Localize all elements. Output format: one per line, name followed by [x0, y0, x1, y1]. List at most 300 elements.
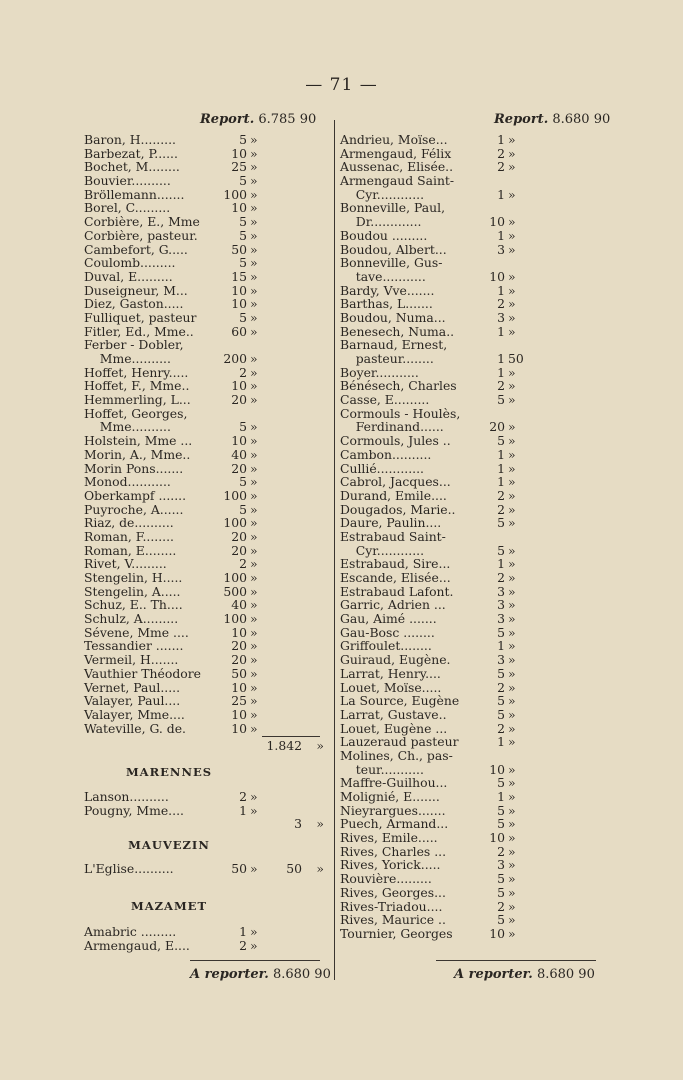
donor-name: Roman, E........	[84, 542, 177, 558]
ledger-row	[340, 284, 590, 298]
right-report-label: Report.	[494, 112, 549, 127]
ledger-row	[84, 804, 329, 818]
donation-cents: »	[250, 924, 258, 939]
donation-cents: »	[508, 898, 516, 914]
donor-name: Ferber - Dobler,	[84, 337, 184, 353]
donor-name: Hemmerling, L...	[84, 392, 191, 408]
donor-name: Barthas, L.......	[340, 296, 433, 312]
donor-name: Estrabaud, Sire...	[340, 556, 451, 572]
donation-cents: »	[250, 241, 258, 257]
donation-amount: 2	[239, 556, 247, 572]
donation-amount: 1	[497, 446, 505, 462]
subtotal-1	[262, 739, 332, 753]
donor-name: Daure, Paulin....	[340, 515, 442, 531]
donor-name: Hoffet, Henry.....	[84, 364, 189, 380]
donor-name: Guiraud, Eugène.	[340, 652, 451, 668]
ledger-row	[84, 284, 329, 298]
donor-name: Cyr............	[340, 542, 425, 558]
donation-cents: »	[250, 460, 258, 476]
donor-name: Baron, H.........	[84, 132, 176, 147]
ledger-row	[340, 434, 590, 448]
donation-amount: 20	[231, 460, 247, 476]
donation-amount: 100	[223, 487, 247, 503]
ledger-row	[340, 133, 590, 147]
donation-amount: 10	[489, 268, 505, 284]
ledger-row	[340, 639, 590, 653]
ledger-row	[340, 229, 590, 243]
donor-name: Griffoulet........	[340, 638, 432, 654]
donor-name: Puech, Armand...	[340, 816, 449, 832]
donation-cents: »	[508, 296, 516, 312]
donation-cents: »	[508, 501, 516, 517]
donation-amount: 3	[497, 309, 505, 325]
donation-cents: 50	[508, 351, 524, 366]
ledger-row	[84, 598, 329, 612]
donation-amount: 2	[497, 296, 505, 312]
donation-cents: »	[508, 638, 516, 654]
donor-name: Cormouls, Jules ..	[340, 433, 451, 449]
donation-cents: »	[250, 227, 258, 243]
donation-amount: 10	[231, 433, 247, 449]
ledger-row	[84, 393, 329, 407]
donor-name: Holstein, Mme ...	[84, 433, 193, 449]
donation-cents: »	[508, 912, 516, 928]
donation-cents: »	[250, 665, 258, 681]
donation-amount: 1	[497, 734, 505, 750]
donation-cents: »	[508, 789, 516, 804]
ledger-row	[340, 188, 590, 202]
donation-cents: »	[508, 583, 516, 599]
donation-amount: 3	[497, 583, 505, 599]
donation-cents: »	[508, 186, 516, 202]
donation-cents: »	[508, 419, 516, 435]
donor-name: Tessandier .......	[84, 638, 184, 654]
ledger-row	[340, 366, 590, 380]
ledger-row	[340, 557, 590, 571]
ledger-row	[84, 243, 329, 257]
ledger-row	[84, 557, 329, 571]
donation-cents: »	[250, 583, 258, 599]
donation-cents: »	[508, 857, 516, 873]
donor-name: Monod...........	[84, 474, 171, 490]
donation-cents: »	[250, 378, 258, 394]
ledger-row	[340, 598, 590, 612]
donation-amount: 5	[497, 433, 505, 449]
ledger-row	[340, 872, 590, 886]
donor-name: Dr.............	[340, 214, 422, 230]
left-footer-label: A reporter.	[190, 967, 269, 982]
ledger-row	[84, 790, 329, 804]
donation-amount: 5	[239, 173, 247, 189]
donation-cents: »	[250, 214, 258, 230]
ledger-row	[340, 420, 590, 434]
donor-name: pasteur........	[340, 351, 434, 366]
donation-cents: »	[250, 693, 258, 709]
donation-cents: »	[508, 652, 516, 668]
donor-name: Lauzeraud pasteur	[340, 734, 459, 750]
donor-name: Stengelin, H.....	[84, 570, 183, 585]
donor-name: Coulomb.........	[84, 255, 176, 271]
donation-cents: »	[250, 652, 258, 668]
donor-name: Rives-Triadou....	[340, 898, 443, 914]
donation-amount: 20	[489, 419, 505, 435]
ledger-row	[84, 667, 329, 681]
donation-amount: 200	[223, 351, 247, 366]
donor-name: Wateville, G. de.	[84, 720, 186, 736]
donor-name: Bouvier..........	[84, 173, 171, 189]
donor-name: Stengelin, A.....	[84, 583, 181, 599]
donation-amount: 5	[497, 542, 505, 558]
donation-amount: 2	[239, 789, 247, 804]
ledger-row	[340, 653, 590, 667]
donation-amount: 5	[239, 474, 247, 490]
ledger-row	[84, 681, 329, 695]
donation-cents: »	[508, 282, 516, 298]
donation-amount: 5	[497, 515, 505, 531]
donation-cents: »	[508, 487, 516, 503]
donation-cents: »	[508, 474, 516, 490]
left-entry-list	[84, 133, 329, 735]
ledger-row	[340, 297, 590, 311]
donation-amount: 1	[239, 802, 247, 818]
donor-name: Durand, Emile....	[340, 487, 447, 503]
ledger-row	[340, 503, 590, 517]
donation-amount: 2	[497, 159, 505, 175]
ledger-row	[84, 420, 329, 434]
donation-amount: 2	[497, 720, 505, 736]
donation-amount: 1	[497, 186, 505, 202]
ledger-row	[84, 201, 329, 215]
donor-name: Valayer, Mme....	[84, 706, 185, 722]
donation-amount: 25	[231, 159, 247, 175]
donation-cents: »	[508, 665, 516, 681]
ledger-row	[84, 147, 329, 161]
right-footer-value: 8.680 90	[536, 967, 595, 982]
donation-amount: 1	[497, 556, 505, 572]
donation-cents: »	[508, 816, 516, 832]
donation-cents: »	[508, 460, 516, 476]
donation-cents: »	[508, 392, 516, 408]
mauvezin-subtotal-unit: »	[316, 861, 324, 876]
donation-amount: 40	[231, 446, 247, 462]
ledger-row	[84, 612, 329, 626]
donor-name: Armengaud, Félix	[340, 145, 452, 161]
donation-amount: 40	[231, 597, 247, 613]
donation-amount: 3	[497, 652, 505, 668]
donation-cents: »	[508, 871, 516, 887]
donation-amount: 10	[489, 830, 505, 846]
donation-amount: 50	[231, 665, 247, 681]
left-report-label: Report.	[200, 112, 255, 127]
ledger-row	[84, 160, 329, 174]
donation-amount: 5	[497, 871, 505, 887]
ledger-row	[340, 571, 590, 585]
donor-name: Hoffet, F., Mme..	[84, 378, 190, 394]
donation-cents: »	[250, 173, 258, 189]
donation-cents: »	[250, 487, 258, 503]
donation-amount: 10	[231, 200, 247, 216]
donor-name: Estrabaud Lafont.	[340, 583, 454, 599]
ledger-row	[340, 338, 590, 352]
donation-amount: 1	[497, 474, 505, 490]
mazamet-entry-list	[84, 925, 329, 952]
donor-name: Borel, C.........	[84, 200, 171, 216]
donor-name: Boudou .........	[340, 227, 428, 243]
donation-cents: »	[508, 597, 516, 613]
donation-amount: 1	[497, 323, 505, 339]
donation-cents: »	[508, 241, 516, 257]
ledger-row	[340, 763, 590, 777]
donation-cents: »	[508, 775, 516, 791]
donation-amount: 10	[489, 925, 505, 941]
ledger-row	[84, 462, 329, 476]
marennes-entry-list	[84, 790, 329, 817]
donation-cents: »	[508, 843, 516, 859]
ledger-row	[84, 626, 329, 640]
donation-cents: »	[250, 638, 258, 654]
donation-amount: 10	[489, 214, 505, 230]
donor-name: Riaz, de..........	[84, 515, 174, 531]
donation-amount: 2	[497, 843, 505, 859]
subtotal-rule	[262, 736, 320, 737]
ledger-row	[84, 489, 329, 503]
donor-name: Morin Pons.......	[84, 460, 184, 476]
ledger-row	[340, 886, 590, 900]
donor-name: Mme..........	[84, 419, 171, 435]
marennes-subtotal-unit: »	[316, 816, 324, 831]
ledger-row	[84, 475, 329, 489]
donor-name: Cabrol, Jacques...	[340, 474, 451, 490]
donation-cents: »	[508, 364, 516, 380]
ledger-row	[340, 489, 590, 503]
donor-name: Pougny, Mme....	[84, 802, 184, 818]
donation-cents: »	[250, 392, 258, 408]
ledger-row	[84, 434, 329, 448]
donation-cents: »	[508, 720, 516, 736]
ledger-row	[340, 913, 590, 927]
donation-amount: 5	[239, 419, 247, 435]
ledger-row	[84, 256, 329, 270]
subtotal-1-value: 1.842	[266, 738, 302, 753]
ledger-row	[84, 338, 329, 352]
donation-amount: 100	[223, 570, 247, 585]
ledger-row	[84, 407, 329, 421]
donation-amount: 2	[497, 898, 505, 914]
donation-cents: »	[250, 200, 258, 216]
donor-name: Puyroche, A......	[84, 501, 184, 517]
donation-cents: »	[508, 925, 516, 941]
donor-name: Maffre-Guilhou...	[340, 775, 448, 791]
donation-amount: 1	[497, 227, 505, 243]
left-report-line	[200, 112, 316, 127]
donation-amount: 25	[231, 693, 247, 709]
donor-name: Duval, E.........	[84, 268, 173, 284]
ledger-row	[340, 804, 590, 818]
donor-name: Bonneville, Paul,	[340, 200, 446, 216]
donation-amount: 1	[497, 351, 505, 366]
donor-name: tave...........	[340, 268, 426, 284]
donor-name: Roman, F........	[84, 528, 174, 544]
ledger-row	[84, 174, 329, 188]
donor-name: Larrat, Gustave..	[340, 706, 447, 722]
donation-cents: »	[250, 255, 258, 271]
donation-amount: 5	[497, 392, 505, 408]
donation-amount: 1	[497, 132, 505, 147]
donation-cents: »	[508, 542, 516, 558]
donor-name: Armengaud, E....	[84, 937, 190, 953]
donor-name: Tournier, Georges	[340, 925, 453, 941]
donor-name: Vernet, Paul.....	[84, 679, 181, 695]
donor-name: Garric, Adrien ...	[340, 597, 446, 613]
donor-name: Bröllemann.......	[84, 186, 185, 202]
donation-amount: 10	[231, 679, 247, 695]
donor-name: Rivet, V.........	[84, 556, 167, 572]
donor-name: Boyer...........	[340, 364, 419, 380]
donation-amount: 5	[239, 255, 247, 271]
ledger-row	[84, 503, 329, 517]
donor-name: Louet, Moïse.....	[340, 679, 442, 695]
donor-name: Cambefort, G.....	[84, 241, 188, 257]
donation-amount: 5	[497, 665, 505, 681]
donor-name: Corbière, pasteur.	[84, 227, 198, 243]
donor-name: Escande, Elisée...	[340, 570, 451, 585]
right-footer-label: A reporter.	[454, 967, 533, 982]
donation-amount: 100	[223, 611, 247, 627]
donation-amount: 2	[497, 679, 505, 695]
ledger-row	[84, 352, 329, 366]
ledger-row	[84, 229, 329, 243]
ledger-row	[340, 325, 590, 339]
donation-amount: 10	[231, 378, 247, 394]
donation-amount: 500	[223, 583, 247, 599]
ledger-row	[340, 626, 590, 640]
ledger-row	[340, 900, 590, 914]
donation-amount: 1	[497, 460, 505, 476]
ledger-row	[340, 845, 590, 859]
right-footer-rule	[436, 960, 596, 961]
donor-name: Armengaud Saint-	[340, 173, 455, 189]
ledger-row	[340, 174, 590, 188]
ledger-row	[340, 749, 590, 763]
ledger-row	[340, 585, 590, 599]
donor-name: Morin, A., Mme..	[84, 446, 191, 462]
ledger-row	[84, 925, 329, 939]
ledger-row	[84, 516, 329, 530]
ledger-row	[84, 270, 329, 284]
donation-amount: 20	[231, 392, 247, 408]
donor-name: Lanson..........	[84, 789, 169, 804]
donation-cents: »	[508, 679, 516, 695]
donor-name: Valayer, Paul....	[84, 693, 181, 709]
donor-name: Casse, E.........	[340, 392, 430, 408]
ledger-row	[340, 530, 590, 544]
ledger-row	[84, 448, 329, 462]
donation-amount: 15	[231, 268, 247, 284]
donor-name: L'Eglise..........	[84, 861, 174, 876]
page-number: — 71 —	[305, 75, 378, 95]
ledger-row	[340, 270, 590, 284]
donor-name: Rives, Georges...	[340, 884, 446, 900]
donation-cents: »	[508, 693, 516, 709]
section-title-marennes: MARENNES	[125, 765, 213, 779]
ledger-row	[84, 585, 329, 599]
donation-amount: 1	[239, 924, 247, 939]
donor-name: Vermeil, H.......	[84, 652, 179, 668]
donor-name: Amabric .........	[84, 924, 177, 939]
section-title-mazamet: MAZAMET	[130, 899, 208, 913]
donor-name: Vauthier Théodore	[84, 665, 201, 681]
ledger-row	[84, 188, 329, 202]
ledger-row	[340, 393, 590, 407]
donation-cents: »	[508, 706, 516, 722]
right-report-line	[494, 112, 610, 127]
donor-name: Fitler, Ed., Mme..	[84, 323, 194, 339]
ledger-row	[340, 790, 590, 804]
donation-amount: 5	[239, 214, 247, 230]
donation-amount: 5	[239, 132, 247, 147]
ledger-row	[84, 722, 329, 736]
donation-amount: 1	[497, 282, 505, 298]
donation-cents: »	[508, 570, 516, 585]
ledger-row	[340, 243, 590, 257]
donor-name: Cormouls - Houlès,	[340, 405, 461, 421]
ledger-row	[84, 530, 329, 544]
donation-amount: 20	[231, 638, 247, 654]
donation-cents: »	[250, 515, 258, 531]
ledger-row	[84, 639, 329, 653]
ledger-row	[340, 160, 590, 174]
donation-cents: »	[250, 611, 258, 627]
left-footer-rule	[190, 960, 320, 961]
donation-cents: »	[508, 378, 516, 394]
donation-amount: 10	[231, 282, 247, 298]
ledger-row	[340, 544, 590, 558]
donation-cents: »	[508, 734, 516, 750]
donation-cents: »	[250, 706, 258, 722]
left-footer	[190, 967, 331, 982]
donor-name: Estrabaud Saint-	[340, 528, 446, 544]
donation-cents: »	[250, 309, 258, 325]
donation-cents: »	[250, 159, 258, 175]
donation-cents: »	[250, 528, 258, 544]
donation-cents: »	[508, 433, 516, 449]
donation-amount: 3	[497, 241, 505, 257]
donation-amount: 10	[231, 624, 247, 640]
donation-cents: »	[508, 227, 516, 243]
donation-cents: »	[508, 624, 516, 640]
donor-name: Rives, Charles ...	[340, 843, 447, 859]
donor-name: Schulz, A.........	[84, 611, 179, 627]
donation-cents: »	[250, 802, 258, 818]
donor-name: Schuz, E.. Th....	[84, 597, 183, 613]
ledger-row	[340, 858, 590, 872]
donor-name: teur...........	[340, 761, 424, 777]
donor-name: Rives, Emile.....	[340, 830, 438, 846]
donation-amount: 5	[239, 227, 247, 243]
donation-amount: 2	[497, 501, 505, 517]
donation-cents: »	[508, 309, 516, 325]
donor-name: Louet, Eugène ...	[340, 720, 448, 736]
donation-amount: 60	[231, 323, 247, 339]
donation-cents: »	[250, 556, 258, 572]
donor-name: Molines, Ch., pas-	[340, 747, 453, 763]
left-footer-value: 8.680 90	[272, 967, 331, 982]
donation-cents: »	[250, 419, 258, 435]
donor-name: Andrieu, Moïse...	[340, 132, 448, 147]
marennes-subtotal-value: 3	[294, 816, 302, 831]
ledger-row	[84, 379, 329, 393]
donor-name: Hoffet, Georges,	[84, 405, 188, 421]
